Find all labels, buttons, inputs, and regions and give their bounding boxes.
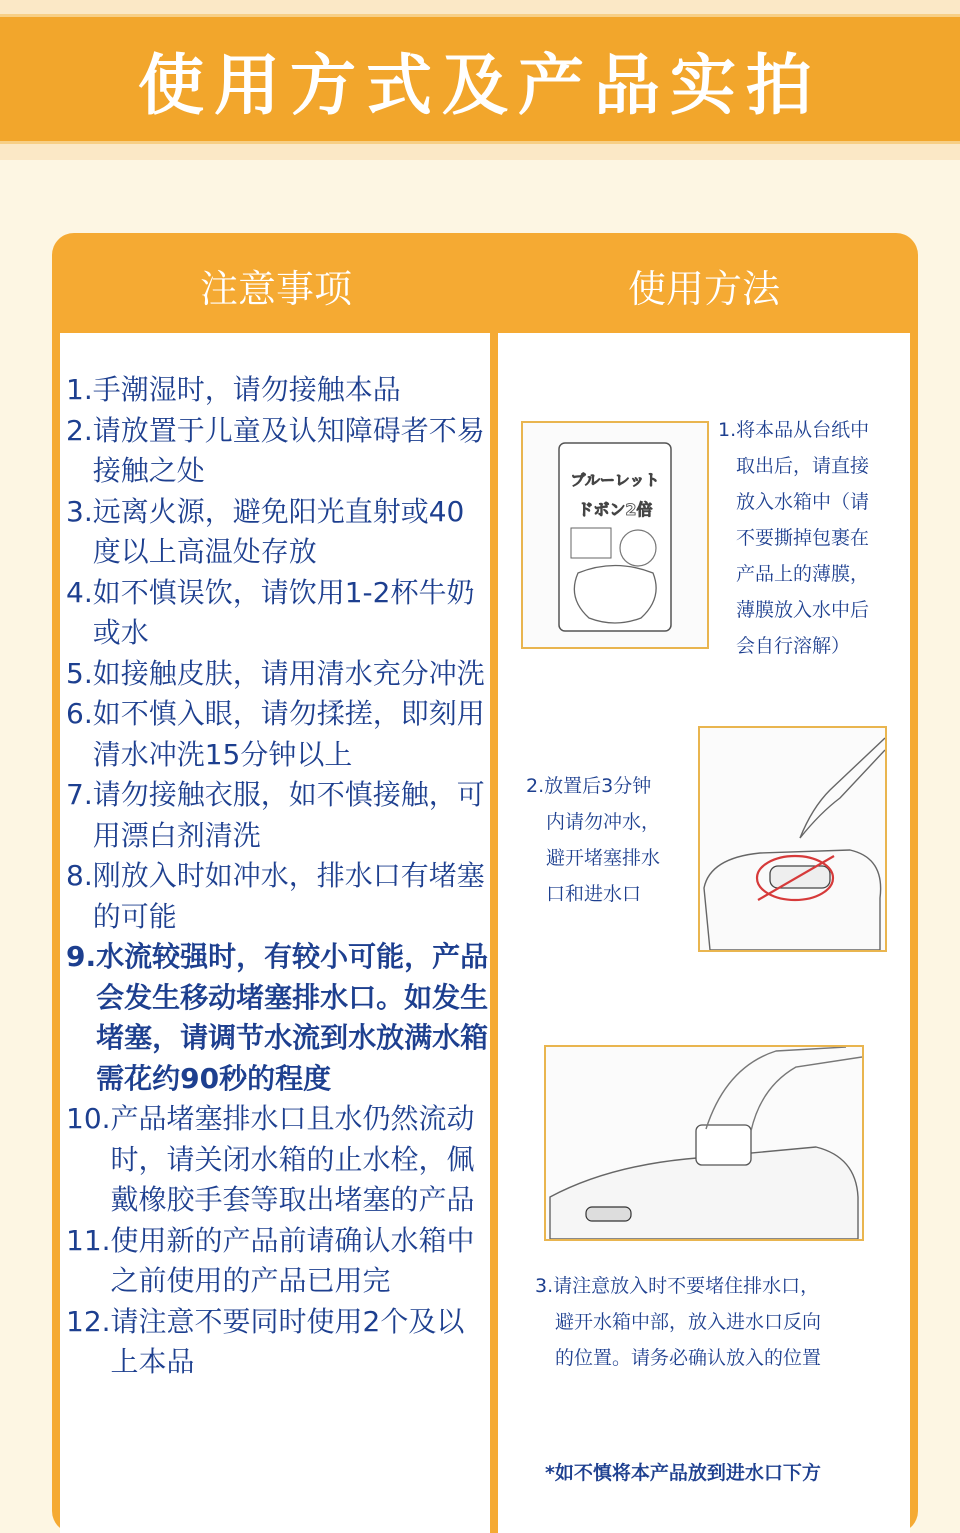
page-title: 使用方式及产品实拍 (138, 45, 822, 124)
step-1-text: 1.将本品从台纸中 取出后，请直接 放入水箱中（请 不要撕掉包裹在 产品上的薄膜， 薄膜放入水中后 会自行溶解） (718, 419, 870, 657)
placement-image (544, 1045, 864, 1241)
notes-list (66, 370, 490, 1383)
note-item: 7. 请勿接触衣服，如不慎接触，可用漂白剂清洗 (66, 778, 485, 852)
note-item: 6. 如不慎入眼，请勿揉搓，即刻用清水冲洗15分钟以上 (66, 697, 485, 771)
note-item: 8. 刚放入时如冲水，排水口有堵塞的可能 (66, 859, 485, 933)
title-banner (0, 0, 960, 160)
footnote: *如不慎将本产品放到进水口下方 (545, 1462, 821, 1484)
note-item: 3. 远离火源，避免阳光直射或40度以上高温处存放 (66, 494, 465, 568)
title-bar (0, 14, 960, 144)
note-item: 9. 水流较强时，有较小可能，产品会发生移动堵塞排水口。如发生堵塞，请调节水流到水放满水箱需花约90秒的程度 (66, 940, 489, 1095)
notes-header: 注意事项 (199, 267, 352, 311)
step-2-text: 2.放置后3分钟 内请勿冲水， 避开堵塞排水 口和进水口 (526, 775, 661, 905)
package-sub-text: ドボン2倍 (577, 500, 653, 519)
note-item: 12. 请注意不要同时使用2个及以上本品 (66, 1304, 465, 1378)
no-flush-image (698, 726, 887, 952)
step-3-text: 3.请注意放入时不要堵住排水口， 避开水箱中部，放入进水口反向 的位置。请务必确认放入的位置 (535, 1275, 822, 1369)
product-package-image (521, 421, 709, 649)
note-item: 11. 使用新的产品前请确认水箱中之前使用的产品已用完 (66, 1223, 475, 1297)
note-item: 1. 手潮湿时，请勿接触本品 (66, 373, 401, 406)
note-item: 10. 产品堵塞排水口且水仍然流动时，请关闭水箱的止水栓，佩戴橡胶手套等取出堵塞的产品 (66, 1102, 475, 1216)
note-item: 4. 如不慎误饮，请饮用1-2杯牛奶或水 (66, 575, 475, 649)
usage-header: 使用方法 (627, 267, 780, 311)
package-brand-text: ブルーレット (570, 471, 660, 489)
note-item: 5. 如接触皮肤，请用清水充分冲洗 (66, 656, 485, 690)
note-item: 2. 请放置于儿童及认知障碍者不易接触之处 (66, 413, 485, 487)
